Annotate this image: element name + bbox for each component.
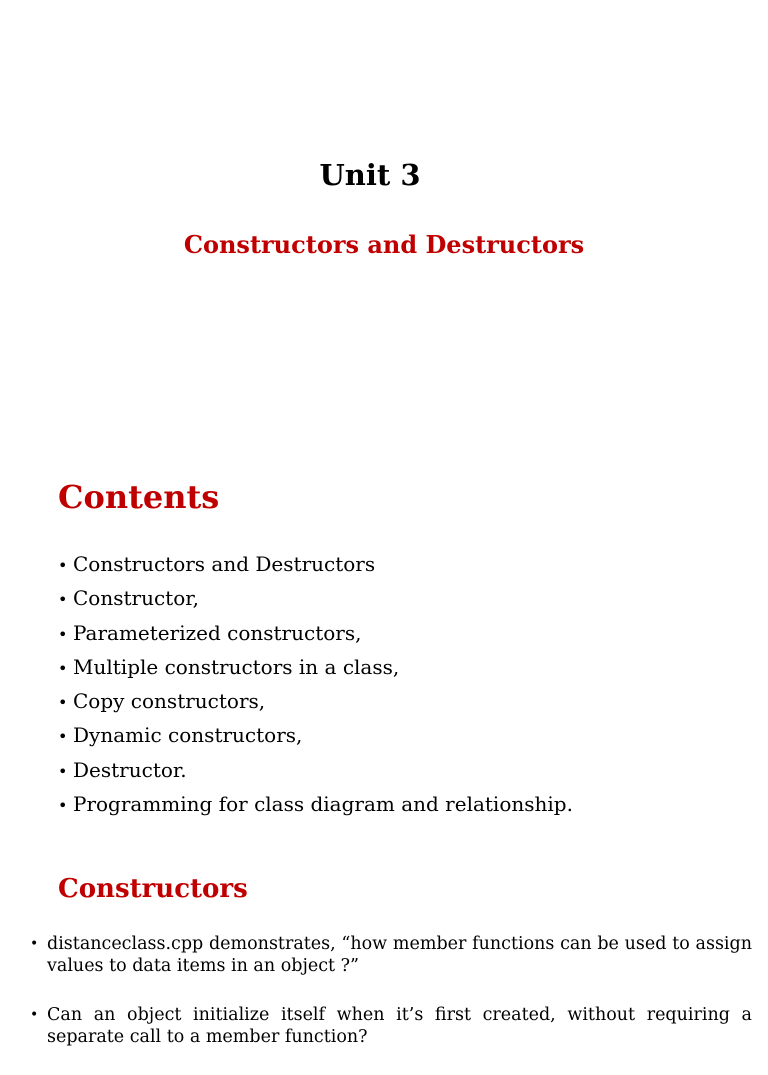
list-item: • distanceclass.cpp demonstrates, “how member functions can be used to assign values to data items in an object ?” — [30, 933, 752, 977]
contents-list — [58, 548, 573, 822]
constructors-paragraph-list — [30, 933, 752, 1075]
list-item: • Constructors and Destructors — [58, 548, 573, 582]
constructors-slide — [0, 870, 768, 1047]
contents-heading: Contents — [58, 478, 220, 516]
unit-title: Unit 3 — [319, 158, 421, 192]
list-item: • Can an object initialize itself when it’s first created, without requiring a separate call to a member function? — [30, 1004, 752, 1048]
list-item: • Destructor. — [58, 754, 573, 788]
list-item: • Multiple constructors in a class, — [58, 651, 573, 685]
unit-subtitle: Constructors and Destructors — [183, 230, 585, 259]
contents-slide — [0, 470, 768, 840]
title-slide — [0, 0, 768, 420]
list-item: • Copy constructors, — [58, 685, 573, 719]
constructors-heading: Constructors — [58, 874, 248, 904]
list-item: • Constructor, — [58, 582, 573, 616]
list-item: • Dynamic constructors, — [58, 719, 573, 753]
list-item: • Programming for class diagram and relationship. — [58, 788, 573, 822]
list-item: • Parameterized constructors, — [58, 617, 573, 651]
